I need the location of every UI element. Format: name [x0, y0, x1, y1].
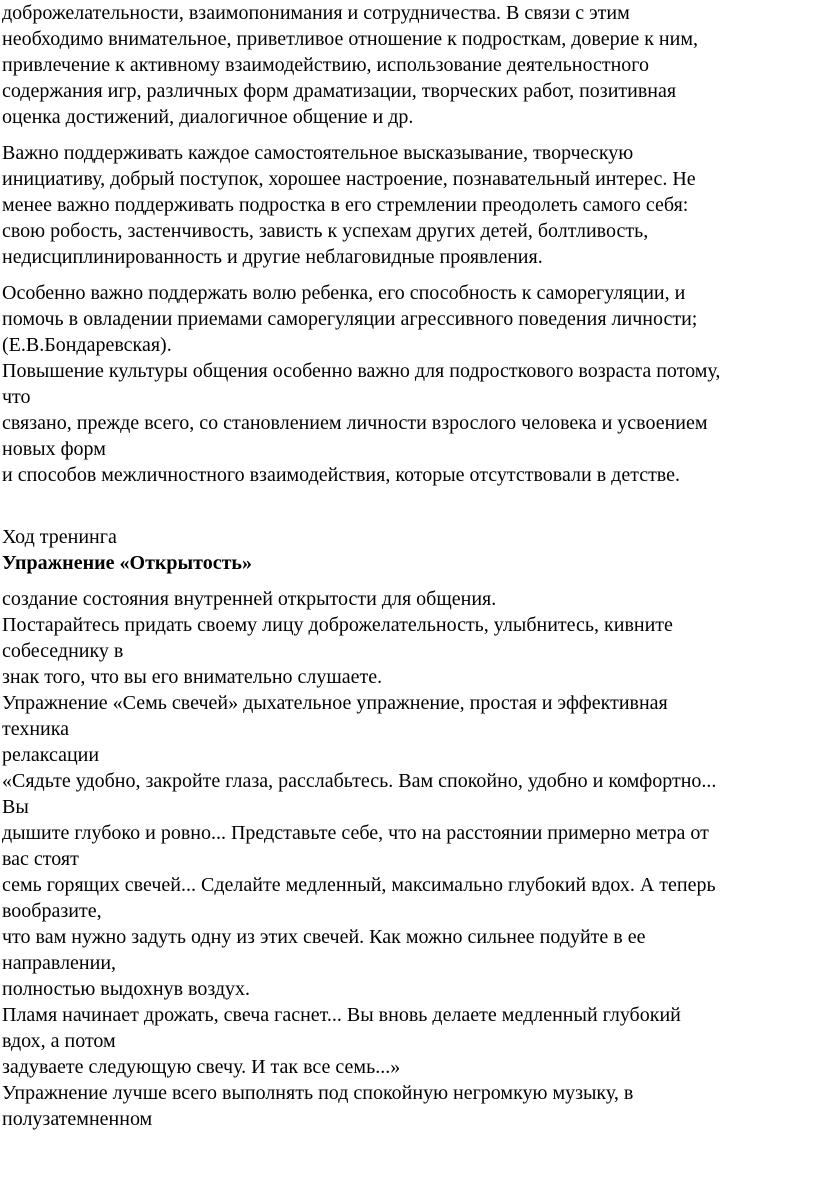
paragraph-gap — [2, 270, 816, 280]
paragraph-gap — [2, 576, 816, 586]
paragraph-exercises: создание состояния внутренней открытости для общения. Постарайтесь придать своему лицу доброжелательность, улыбнитесь, кивните собеседнику в знак того, что вы его внимательно слушаете. Упражнение «Семь свечей» дыхательное упражнение, простая и эффективная техника релаксации «Сядьте удобно, закройте глаза, расслабьтесь. Вам спокойно, удобно и комфортно... Вы дышите глубоко и ровно... Представьте себе, что на расстоянии примерно метра от вас стоят семь горящих свечей... Сделайте медленный, максимально глубокий вдох. А теперь вообразите, что вам нужно задуть одну из этих свечей. Как можно сильнее подуйте в ее направлении, полностью выдохнув воздух. Пламя начинает дрожать, свеча гаснет... Вы вновь делаете медленный глубокий вдох, а потом задуваете следующую свечу. И так все семь...» Упражнение лучше всего выполнять под спокойную негромкую музыку, в полузатемненном — [2, 588, 717, 1130]
paragraph-gap — [2, 130, 816, 140]
section-title: Ход тренинга — [2, 526, 117, 548]
section-gap — [2, 488, 816, 524]
paragraph-support: Важно поддерживать каждое самостоятельное высказывание, творческую инициативу, добрый поступок, хорошее настроение, познавательный интерес. Не менее важно поддерживать подростка в его стремлении преодолеть самого себя: свою робость, застенчивость, зависть к успехам других детей, болтливость, недисциплинированность и другие неблаговидные проявления. — [2, 142, 696, 268]
paragraph-self-regulation: Особенно важно поддержать волю ребенка, его способность к саморегуляции, и помочь в овладении приемами саморегуляции агрессивного поведения личности; (Е.В.Бондаревская). Повышение культуры общения особенно важно для подросткового возраста потому, что связано, прежде всего, со становлением личности взрослого человека и усвоением новых форм и способов межличностного взаимодействия, которые отсутствовали в детстве. — [2, 282, 721, 486]
exercise-title: Упражнение «Открытость» — [2, 552, 252, 574]
paragraph-goodwill: доброжелательности, взаимопонимания и сотрудничества. В связи с этим необходимо внимательное, приветливое отношение к подросткам, доверие к ним, привлечение к активному взаимодействию, использование деятельностного содержания игр, различных форм драматизации, творческих работ, позитивная оценка достижений, диалогичное общение и др. — [2, 2, 698, 128]
